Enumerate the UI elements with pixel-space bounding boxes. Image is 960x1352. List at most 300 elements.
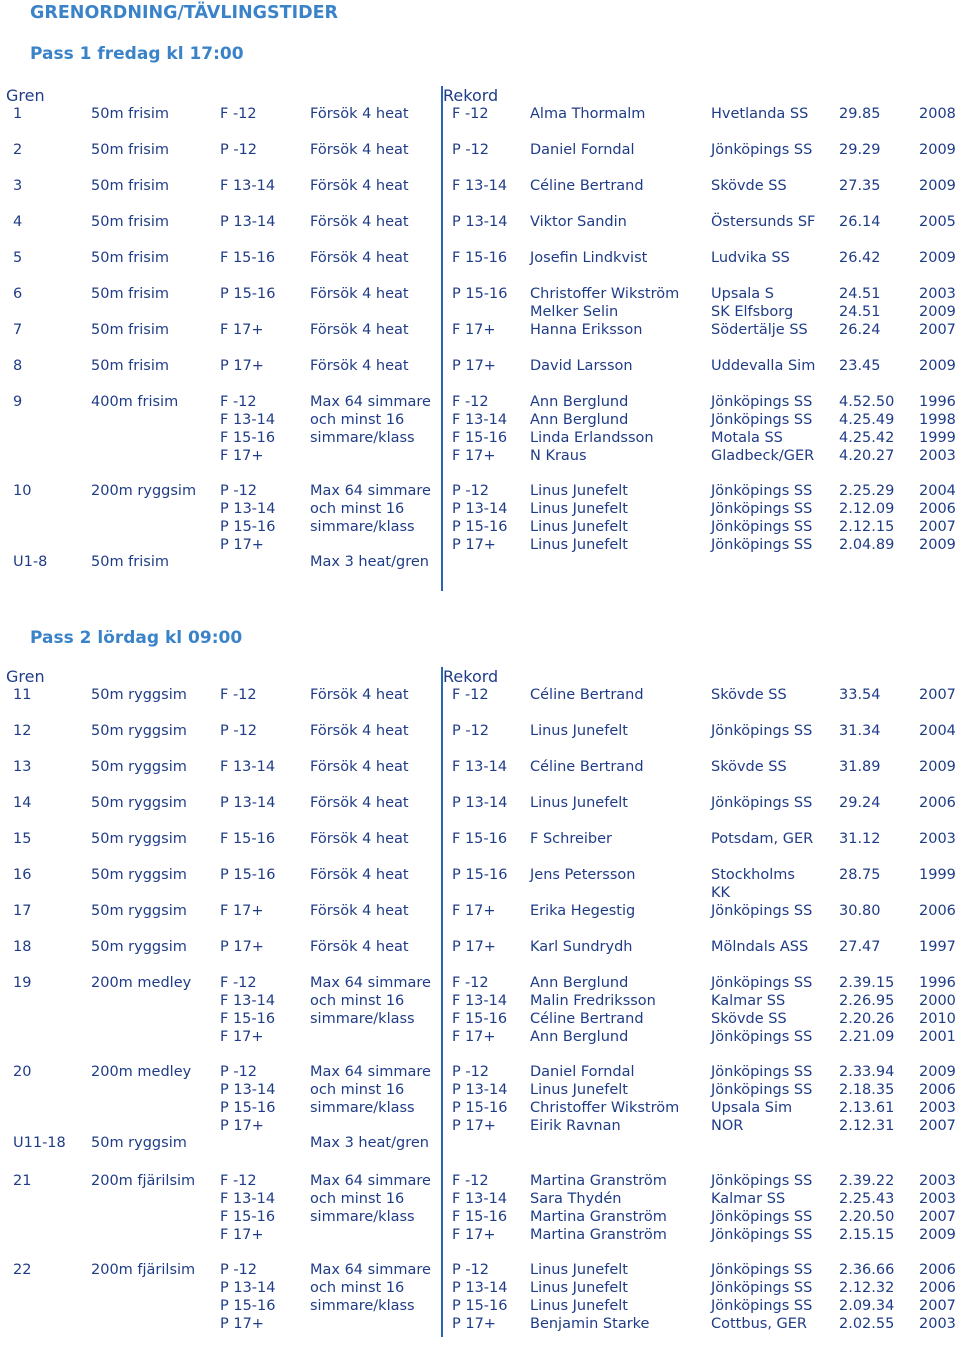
- year-cell: 2003: [919, 1316, 956, 1332]
- event-cell: 50m frisim: [91, 214, 169, 230]
- record-class-cell: F -12: [452, 394, 489, 410]
- time-cell: 29.24: [839, 795, 881, 811]
- year-cell: 2009: [919, 358, 956, 374]
- time-cell: 2.12.09: [839, 501, 895, 517]
- table-row: [0, 794, 960, 812]
- club-cell: Uddevalla Sim: [711, 358, 816, 374]
- record-holder-cell: Martina Granström: [530, 1173, 667, 1189]
- class-cell: F -12: [220, 1173, 257, 1189]
- note-cell: Max 64 simmare: [310, 394, 431, 410]
- number-cell: 12: [13, 723, 32, 739]
- class-cell: F 15-16: [220, 430, 276, 446]
- club-cell: Jönköpings SS: [711, 519, 813, 535]
- note-cell: Max 3 heat/gren: [310, 554, 429, 570]
- club-cell: Kalmar SS: [711, 1191, 786, 1207]
- table-row: [0, 722, 960, 740]
- class-cell: P 13-14: [220, 1082, 276, 1098]
- time-cell: 26.14: [839, 214, 881, 230]
- class-cell: F 15-16: [220, 250, 276, 266]
- note-cell: Max 64 simmare: [310, 483, 431, 499]
- class-cell: P 15-16: [220, 519, 276, 535]
- time-cell: 2.04.89: [839, 537, 895, 553]
- table-row: [0, 357, 960, 375]
- table-row: [0, 1208, 960, 1226]
- time-cell: 4.25.49: [839, 412, 895, 428]
- record-class-cell: P -12: [452, 1262, 490, 1278]
- note-cell: Försök 4 heat: [310, 142, 409, 158]
- event-cell: 50m ryggsim: [91, 867, 187, 883]
- event-cell: 50m ryggsim: [91, 795, 187, 811]
- table-row: [0, 1099, 960, 1117]
- time-cell: 2.25.29: [839, 483, 895, 499]
- time-cell: 2.13.61: [839, 1100, 895, 1116]
- time-cell: 2.12.31: [839, 1118, 895, 1134]
- time-cell: 4.25.42: [839, 430, 895, 446]
- record-holder-cell: N Kraus: [530, 448, 587, 464]
- record-holder-cell: Céline Bertrand: [530, 687, 644, 703]
- year-cell: 1996: [919, 975, 956, 991]
- number-cell: 16: [13, 867, 32, 883]
- event-cell: 50m frisim: [91, 142, 169, 158]
- note-cell: Försök 4 heat: [310, 358, 409, 374]
- time-cell: 2.02.55: [839, 1316, 895, 1332]
- table-row: [0, 321, 960, 339]
- record-class-cell: F -12: [452, 687, 489, 703]
- time-cell: 27.35: [839, 178, 881, 194]
- year-cell: 2003: [919, 1191, 956, 1207]
- class-cell: P 17+: [220, 537, 264, 553]
- session-2-gren-header: Gren: [6, 667, 45, 686]
- time-cell: 29.85: [839, 106, 881, 122]
- class-cell: F 13-14: [220, 1191, 276, 1207]
- table-row: [0, 1190, 960, 1208]
- note-cell: Försök 4 heat: [310, 831, 409, 847]
- number-cell: 10: [13, 483, 32, 499]
- time-cell: 2.36.66: [839, 1262, 895, 1278]
- record-class-cell: P 17+: [452, 537, 496, 553]
- time-cell: 2.26.95: [839, 993, 895, 1009]
- record-holder-cell: Ann Berglund: [530, 412, 629, 428]
- class-cell: P 17+: [220, 1118, 264, 1134]
- number-cell: 21: [13, 1173, 32, 1189]
- club-cell: Skövde SS: [711, 687, 787, 703]
- record-class-cell: F 13-14: [452, 178, 508, 194]
- year-cell: 1997: [919, 939, 956, 955]
- record-holder-cell: Linus Junefelt: [530, 1082, 628, 1098]
- club-cell: Jönköpings SS: [711, 1227, 813, 1243]
- event-cell: 50m ryggsim: [91, 687, 187, 703]
- note-cell: simmare/klass: [310, 1011, 415, 1027]
- note-cell: Försök 4 heat: [310, 939, 409, 955]
- year-cell: 2006: [919, 795, 956, 811]
- record-holder-cell: Céline Bertrand: [530, 178, 644, 194]
- session-1-rekord-header: Rekord: [443, 86, 499, 105]
- record-class-cell: P 15-16: [452, 1298, 508, 1314]
- year-cell: 2007: [919, 322, 956, 338]
- note-cell: simmare/klass: [310, 519, 415, 535]
- year-cell: 2000: [919, 993, 956, 1009]
- note-cell: och minst 16: [310, 1082, 405, 1098]
- time-cell: 4.52.50: [839, 394, 895, 410]
- event-cell: 200m medley: [91, 1064, 192, 1080]
- record-class-cell: P -12: [452, 142, 490, 158]
- event-cell: 200m fjärilsim: [91, 1262, 196, 1278]
- club-cell: Jönköpings SS: [711, 975, 813, 991]
- class-cell: F 15-16: [220, 831, 276, 847]
- table-row: [0, 249, 960, 267]
- year-cell: 2008: [919, 106, 956, 122]
- time-cell: 30.80: [839, 903, 881, 919]
- record-class-cell: F 17+: [452, 1029, 496, 1045]
- record-class-cell: P 17+: [452, 358, 496, 374]
- record-class-cell: P 15-16: [452, 1100, 508, 1116]
- year-cell: 2003: [919, 286, 956, 302]
- note-cell: och minst 16: [310, 993, 405, 1009]
- class-cell: F -12: [220, 394, 257, 410]
- event-cell: 50m frisim: [91, 358, 169, 374]
- club-cell: Mölndals ASS: [711, 939, 809, 955]
- club-cell: Jönköpings SS: [711, 537, 813, 553]
- year-cell: 2009: [919, 142, 956, 158]
- table-row: [0, 686, 960, 704]
- time-cell: 2.12.32: [839, 1280, 895, 1296]
- club-cell: KK: [711, 885, 731, 901]
- record-class-cell: P 15-16: [452, 519, 508, 535]
- number-cell: U1-8: [13, 554, 48, 570]
- class-cell: F 13-14: [220, 178, 276, 194]
- event-cell: 50m ryggsim: [91, 903, 187, 919]
- number-cell: 14: [13, 795, 32, 811]
- note-cell: Max 64 simmare: [310, 1064, 431, 1080]
- number-cell: 7: [13, 322, 23, 338]
- note-cell: Försök 4 heat: [310, 286, 409, 302]
- note-cell: och minst 16: [310, 501, 405, 517]
- number-cell: 8: [13, 358, 23, 374]
- table-row: [0, 1315, 960, 1333]
- record-holder-cell: Eirik Ravnan: [530, 1118, 621, 1134]
- club-cell: Jönköpings SS: [711, 795, 813, 811]
- record-holder-cell: Christoffer Wikström: [530, 286, 680, 302]
- table-row: [0, 429, 960, 447]
- club-cell: Jönköpings SS: [711, 142, 813, 158]
- year-cell: 2009: [919, 304, 956, 320]
- year-cell: 2001: [919, 1029, 956, 1045]
- club-cell: Jönköpings SS: [711, 903, 813, 919]
- time-cell: 2.39.15: [839, 975, 895, 991]
- time-cell: 2.12.15: [839, 519, 895, 535]
- club-cell: Jönköpings SS: [711, 1280, 813, 1296]
- year-cell: 2007: [919, 687, 956, 703]
- time-cell: 28.75: [839, 867, 881, 883]
- record-class-cell: P 13-14: [452, 1082, 508, 1098]
- table-row: [0, 518, 960, 536]
- class-cell: P 13-14: [220, 501, 276, 517]
- record-holder-cell: Hanna Eriksson: [530, 322, 643, 338]
- table-row: [0, 482, 960, 500]
- table-row: [0, 303, 960, 321]
- year-cell: 2007: [919, 1118, 956, 1134]
- record-holder-cell: Céline Bertrand: [530, 759, 644, 775]
- record-holder-cell: Martina Granström: [530, 1209, 667, 1225]
- club-cell: Potsdam, GER: [711, 831, 814, 847]
- table-row: [0, 177, 960, 195]
- club-cell: Jönköpings SS: [711, 1298, 813, 1314]
- event-cell: 50m frisim: [91, 554, 169, 570]
- year-cell: 2004: [919, 723, 956, 739]
- club-cell: Jönköpings SS: [711, 1082, 813, 1098]
- table-row: [0, 553, 960, 571]
- table-row: [0, 213, 960, 231]
- class-cell: P 15-16: [220, 1298, 276, 1314]
- class-cell: P 13-14: [220, 795, 276, 811]
- record-class-cell: P -12: [452, 483, 490, 499]
- table-row: [0, 285, 960, 303]
- year-cell: 2006: [919, 501, 956, 517]
- class-cell: F 17+: [220, 448, 264, 464]
- table-row: [0, 902, 960, 920]
- class-cell: F 17+: [220, 903, 264, 919]
- year-cell: 2009: [919, 1227, 956, 1243]
- year-cell: 2005: [919, 214, 956, 230]
- number-cell: 1: [13, 106, 23, 122]
- record-class-cell: F 15-16: [452, 250, 508, 266]
- number-cell: 5: [13, 250, 23, 266]
- page-title: GRENORDNING/TÄVLINGSTIDER: [30, 3, 339, 23]
- session-1-gren-header: Gren: [6, 86, 45, 105]
- event-cell: 50m ryggsim: [91, 831, 187, 847]
- record-class-cell: F 13-14: [452, 759, 508, 775]
- number-cell: 17: [13, 903, 32, 919]
- record-class-cell: F 13-14: [452, 993, 508, 1009]
- year-cell: 2007: [919, 519, 956, 535]
- year-cell: 2010: [919, 1011, 956, 1027]
- note-cell: Max 64 simmare: [310, 975, 431, 991]
- session-1-title: Pass 1 fredag kl 17:00: [30, 44, 244, 64]
- record-holder-cell: Erika Hegestig: [530, 903, 636, 919]
- table-row: [0, 992, 960, 1010]
- record-class-cell: P -12: [452, 723, 490, 739]
- record-holder-cell: Linus Junefelt: [530, 501, 628, 517]
- record-holder-cell: Ann Berglund: [530, 1029, 629, 1045]
- year-cell: 1999: [919, 867, 956, 883]
- record-holder-cell: David Larsson: [530, 358, 633, 374]
- record-holder-cell: Linus Junefelt: [530, 1262, 628, 1278]
- club-cell: Motala SS: [711, 430, 783, 446]
- class-cell: F -12: [220, 106, 257, 122]
- record-class-cell: F -12: [452, 975, 489, 991]
- club-cell: Ludvika SS: [711, 250, 790, 266]
- record-holder-cell: Linus Junefelt: [530, 723, 628, 739]
- year-cell: 2009: [919, 1064, 956, 1080]
- record-holder-cell: Linus Junefelt: [530, 795, 628, 811]
- time-cell: 2.15.15: [839, 1227, 895, 1243]
- note-cell: och minst 16: [310, 412, 405, 428]
- year-cell: 2003: [919, 448, 956, 464]
- event-cell: 200m ryggsim: [91, 483, 197, 499]
- time-cell: 2.20.26: [839, 1011, 895, 1027]
- record-class-cell: F -12: [452, 1173, 489, 1189]
- year-cell: 1996: [919, 394, 956, 410]
- note-cell: Försök 4 heat: [310, 759, 409, 775]
- club-cell: Skövde SS: [711, 1011, 787, 1027]
- year-cell: 2003: [919, 831, 956, 847]
- record-class-cell: F 13-14: [452, 1191, 508, 1207]
- record-class-cell: P -12: [452, 1064, 490, 1080]
- record-class-cell: P 15-16: [452, 867, 508, 883]
- event-cell: 50m ryggsim: [91, 723, 187, 739]
- table-row: [0, 1063, 960, 1081]
- record-class-cell: P 13-14: [452, 795, 508, 811]
- record-class-cell: F 15-16: [452, 1011, 508, 1027]
- club-cell: Kalmar SS: [711, 993, 786, 1009]
- time-cell: 2.25.43: [839, 1191, 895, 1207]
- class-cell: F 13-14: [220, 759, 276, 775]
- record-holder-cell: Linus Junefelt: [530, 537, 628, 553]
- time-cell: 2.20.50: [839, 1209, 895, 1225]
- club-cell: Jönköpings SS: [711, 1029, 813, 1045]
- table-row: [0, 974, 960, 992]
- class-cell: P 17+: [220, 939, 264, 955]
- record-holder-cell: Sara Thydén: [530, 1191, 622, 1207]
- table-row: [0, 1081, 960, 1099]
- number-cell: 20: [13, 1064, 32, 1080]
- class-cell: P -12: [220, 723, 258, 739]
- table-row: [0, 411, 960, 429]
- class-cell: F 17+: [220, 1227, 264, 1243]
- table-row: [0, 938, 960, 956]
- class-cell: F 17+: [220, 322, 264, 338]
- time-cell: 26.24: [839, 322, 881, 338]
- club-cell: Södertälje SS: [711, 322, 808, 338]
- note-cell: simmare/klass: [310, 430, 415, 446]
- record-holder-cell: Viktor Sandin: [530, 214, 627, 230]
- note-cell: Försök 4 heat: [310, 214, 409, 230]
- class-cell: F -12: [220, 975, 257, 991]
- time-cell: 33.54: [839, 687, 881, 703]
- event-cell: 50m ryggsim: [91, 759, 187, 775]
- record-holder-cell: Ann Berglund: [530, 975, 629, 991]
- record-class-cell: F 15-16: [452, 831, 508, 847]
- note-cell: Max 3 heat/gren: [310, 1135, 429, 1151]
- class-cell: P 15-16: [220, 1100, 276, 1116]
- year-cell: 2009: [919, 178, 956, 194]
- year-cell: 2006: [919, 1262, 956, 1278]
- club-cell: Jönköpings SS: [711, 1262, 813, 1278]
- record-holder-cell: Malin Fredriksson: [530, 993, 656, 1009]
- club-cell: Upsala Sim: [711, 1100, 793, 1116]
- year-cell: 2003: [919, 1173, 956, 1189]
- note-cell: Max 64 simmare: [310, 1262, 431, 1278]
- record-class-cell: F 17+: [452, 448, 496, 464]
- club-cell: Jönköpings SS: [711, 483, 813, 499]
- record-class-cell: P 17+: [452, 939, 496, 955]
- class-cell: F -12: [220, 687, 257, 703]
- year-cell: 2003: [919, 1100, 956, 1116]
- club-cell: Jönköpings SS: [711, 501, 813, 517]
- time-cell: 31.34: [839, 723, 881, 739]
- event-cell: 50m frisim: [91, 250, 169, 266]
- record-holder-cell: Alma Thormalm: [530, 106, 646, 122]
- year-cell: 2006: [919, 1280, 956, 1296]
- event-cell: 50m frisim: [91, 178, 169, 194]
- time-cell: 2.18.35: [839, 1082, 895, 1098]
- class-cell: F 15-16: [220, 1209, 276, 1225]
- table-row: [0, 536, 960, 554]
- session-2-title: Pass 2 lördag kl 09:00: [30, 628, 243, 648]
- record-holder-cell: Linus Junefelt: [530, 483, 628, 499]
- year-cell: 2009: [919, 759, 956, 775]
- time-cell: 24.51: [839, 304, 881, 320]
- record-holder-cell: Daniel Forndal: [530, 142, 635, 158]
- time-cell: 26.42: [839, 250, 881, 266]
- class-cell: F 13-14: [220, 412, 276, 428]
- record-class-cell: P 13-14: [452, 501, 508, 517]
- table-row: [0, 1226, 960, 1244]
- note-cell: Försök 4 heat: [310, 903, 409, 919]
- class-cell: P -12: [220, 1064, 258, 1080]
- note-cell: och minst 16: [310, 1280, 405, 1296]
- year-cell: 2007: [919, 1209, 956, 1225]
- time-cell: 2.09.34: [839, 1298, 895, 1314]
- record-holder-cell: Ann Berglund: [530, 394, 629, 410]
- time-cell: 23.45: [839, 358, 881, 374]
- table-row: [0, 1028, 960, 1046]
- club-cell: Jönköpings SS: [711, 412, 813, 428]
- table-row: [0, 1010, 960, 1028]
- note-cell: Försök 4 heat: [310, 106, 409, 122]
- club-cell: NOR: [711, 1118, 744, 1134]
- number-cell: 4: [13, 214, 23, 230]
- year-cell: 2004: [919, 483, 956, 499]
- note-cell: simmare/klass: [310, 1100, 415, 1116]
- note-cell: Försök 4 heat: [310, 322, 409, 338]
- event-cell: 50m ryggsim: [91, 1135, 187, 1151]
- club-cell: SK Elfsborg: [711, 304, 794, 320]
- club-cell: Jönköpings SS: [711, 1064, 813, 1080]
- club-cell: Cottbus, GER: [711, 1316, 808, 1332]
- time-cell: 31.12: [839, 831, 881, 847]
- number-cell: 6: [13, 286, 23, 302]
- note-cell: Försök 4 heat: [310, 687, 409, 703]
- record-holder-cell: Christoffer Wikström: [530, 1100, 680, 1116]
- club-cell: Jönköpings SS: [711, 394, 813, 410]
- note-cell: Försök 4 heat: [310, 250, 409, 266]
- class-cell: P 15-16: [220, 286, 276, 302]
- number-cell: 3: [13, 178, 23, 194]
- table-row: [0, 447, 960, 465]
- record-holder-cell: Linus Junefelt: [530, 1280, 628, 1296]
- club-cell: Hvetlanda SS: [711, 106, 809, 122]
- event-cell: 50m ryggsim: [91, 939, 187, 955]
- time-cell: 4.20.27: [839, 448, 895, 464]
- record-holder-cell: Karl Sundrydh: [530, 939, 633, 955]
- club-cell: Jönköpings SS: [711, 723, 813, 739]
- class-cell: F 13-14: [220, 993, 276, 1009]
- record-holder-cell: Céline Bertrand: [530, 1011, 644, 1027]
- event-cell: 400m frisim: [91, 394, 179, 410]
- note-cell: Max 64 simmare: [310, 1173, 431, 1189]
- table-row: [0, 1172, 960, 1190]
- table-row: [0, 830, 960, 848]
- record-holder-cell: Benjamin Starke: [530, 1316, 650, 1332]
- table-row: [0, 1134, 960, 1152]
- record-class-cell: P 17+: [452, 1316, 496, 1332]
- class-cell: P -12: [220, 1262, 258, 1278]
- record-class-cell: F 17+: [452, 1227, 496, 1243]
- time-cell: 2.21.09: [839, 1029, 895, 1045]
- number-cell: 22: [13, 1262, 32, 1278]
- record-class-cell: F 17+: [452, 903, 496, 919]
